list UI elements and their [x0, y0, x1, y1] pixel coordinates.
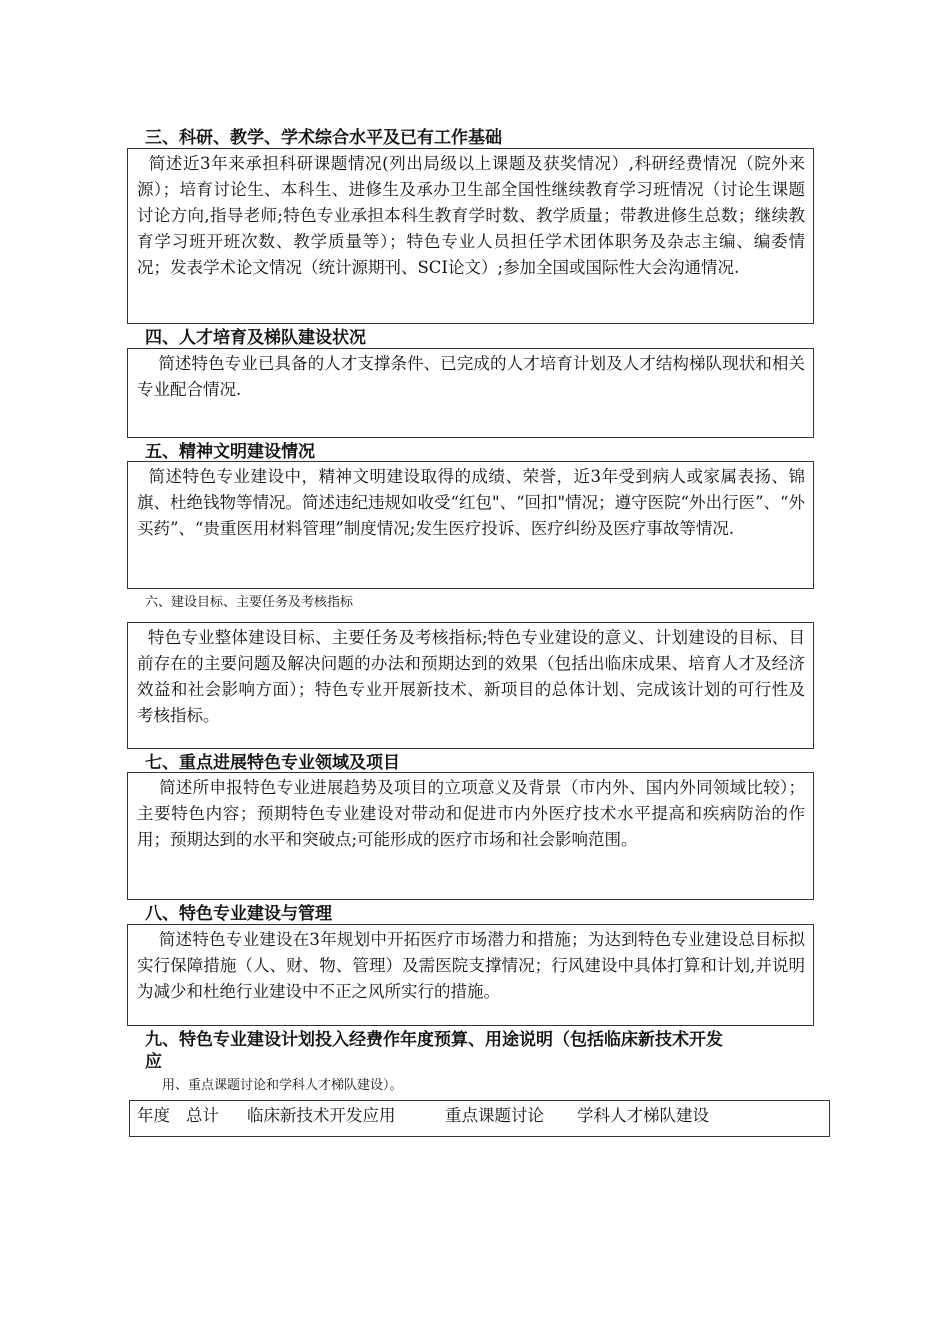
section-9-subtitle: 用、重点课题讨论和学科人才梯队建设）。: [162, 1078, 403, 1093]
section-6-box: [127, 622, 814, 749]
section-8-title: 八、特色专业建设与管理: [145, 904, 332, 924]
section-7-title: 七、重点进展特色专业领域及项目: [145, 753, 400, 773]
section-3-title: 三、科研、教学、学术综合水平及已有工作基础: [145, 128, 502, 148]
section-4-box: [127, 348, 814, 438]
section-8-box: [127, 924, 814, 1026]
column-talent: 学科人才梯队建设: [577, 1106, 709, 1125]
section-4-title: 四、人才培育及梯队建设状况: [145, 328, 366, 348]
column-total: 总计: [186, 1106, 219, 1125]
budget-table-header: [129, 1100, 830, 1137]
section-9-title-line2: 应: [145, 1052, 162, 1072]
section-3-body: 简述近3年来承担科研课题情况(列出局级以上课题及获奖情况）,科研经费情况（院外来源）；培育讨论生、本科生、进修生及承办卫生部全国性继续教育学习班情况（讨论生课题讨论方向,指导老师;特色专业承担本科生教育学时数、教学质量；带教进修生总数；继续教育学习班开班次数、教学质量等）；特色专业人员担任学术团体职务及杂志主编、编委情况；发表学术论文情况（统计源期刊、SCI论文）;参加全国或国际性大会沟通情况.: [137, 154, 805, 277]
section-5-box: [127, 461, 814, 589]
section-5-body: 简述特色专业建设中，精神文明建设取得的成绩、荣誉，近3年受到病人或家属表扬、锦旗、杜绝钱物等情况。简述违纪违规如收受“红包"、“回扣"情况；遵守医院“外出行医”、“外买药”、“贵重医用材料管理”制度情况;发生医疗投诉、医疗纠纷及医疗事故等情况.: [137, 467, 805, 538]
section-6-body: 特色专业整体建设目标、主要任务及考核指标;特色专业建设的意义、计划建设的目标、目前存在的主要问题及解决问题的办法和预期达到的效果（包括出临床成果、培育人才及经济效益和社会影响方面）；特色专业开展新技术、新项目的总体计划、完成该计划的可行性及考核指标。: [137, 628, 805, 725]
section-4-body: 简述特色专业已具备的人才支撑条件、已完成的人才培育计划及人才结构梯队现状和相关专业配合情况.: [137, 354, 806, 399]
section-9-title-line1: 九、特色专业建设计划投入经费作年度预算、用途说明（包括临床新技术开发: [145, 1030, 723, 1050]
section-3-box: [127, 148, 814, 324]
section-6-title: 六、建设目标、主要任务及考核指标: [145, 595, 354, 610]
column-key-research: 重点课题讨论: [445, 1106, 544, 1125]
column-new-tech: 临床新技术开发应用: [247, 1106, 396, 1125]
section-7-body: 简述所申报特色专业进展趋势及项目的立项意义及背景（市内外、国内外同领域比较）；主要特色内容；预期特色专业建设对带动和促进市内外医疗技术水平提高和疾病防治的作用；预期达到的水平和突破点;可能形成的医疗市场和社会影响范围。: [137, 778, 806, 849]
section-5-title: 五、精神文明建设情况: [145, 442, 315, 462]
section-7-box: [127, 772, 814, 900]
column-year: 年度: [137, 1106, 170, 1125]
section-8-body: 简述特色专业建设在3年规划中开拓医疗市场潜力和措施；为达到特色专业建设总目标拟实行保障措施（人、财、物、管理）及需医院支撑情况；行风建设中具体打算和计划,并说明为减少和杜绝行业建设中不正之风所实行的措施。: [137, 930, 805, 1001]
